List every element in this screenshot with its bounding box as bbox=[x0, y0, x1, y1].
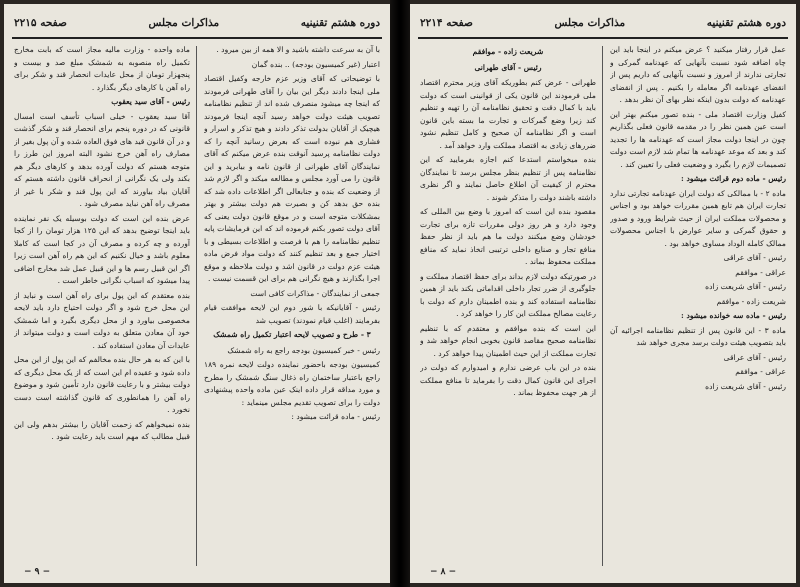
paragraph: آقا سید یعقوب - خیلی اسباب تأسف است امسال قانونی که در دوره پنجم برای انحصار قند و شکر گذشت و در آن قانون قید های فوق العاده شده و آن پول بغیر از مصارف راه آهن خرج نشود البته امروز این طرز را متوجه هستم که دولت آورده بدهد و کارهای دیگر هم بکند ولی یک نگرانی از انحراف قانون داشته هستم که آقایان بیاد بیاورند که این پول قند و شکر با غیر از مصرف راه آهن نباید مصرف شود . bbox=[14, 111, 190, 208]
paragraph: کمیسیون بودجه باحضور نماینده دولت لایحه نمره ۱۸۹ راجع باعتبار ساختمان راه ذغال سنگ شمشک را مطرح و مورد مداقه قرار داده اینک عین ماده واحده پیشنهادی دولت را برای تصویب تقدیم مجلس مینماید : bbox=[204, 360, 380, 407]
speaker-line: رئیس - آقای عراقی bbox=[723, 352, 786, 362]
right-page-header bbox=[420, 12, 786, 34]
left-header-session: دوره هشتم تقنینیه bbox=[300, 17, 380, 29]
left-page-header bbox=[14, 12, 380, 34]
left-header-rule bbox=[12, 37, 382, 39]
speaker-line: رئیس - آقای طهرانی bbox=[474, 62, 542, 72]
left-header-page-label: صفحه ۲۲۱۵ bbox=[14, 17, 67, 29]
speaker-line: عراقی - موافقم bbox=[735, 267, 786, 277]
speaker-line: شریعت زاده - موافقم bbox=[716, 296, 786, 306]
paragraph: با این که به هر حال بنده مخالفم که این پول از این محل داده شود و عقیده ام این است که از یک محل دیگری که دولت بیشتر و با رعایت قانون دارد تأمین شود و موضوع راه آهن را همانطوری که قانون گذاشته است دست نخورد . bbox=[14, 355, 190, 414]
left-header-title: مذاکرات مجلس bbox=[148, 17, 220, 29]
paragraph: رئیس - آقایانیکه با شور دوم این لایحه موافقت قیام بفرمایند (اغلب قیام نمودند) تصویب شد bbox=[204, 303, 380, 325]
book-gutter bbox=[390, 0, 410, 587]
paragraph: مقصود بنده این است که امروز با وضع بین المللی که وجود دارد و هر روز دولی مقررات تازه برای تجارت خودشان وضع میکنند دولت ما هم باید از نظر حفظ منافع تجار و صنایع داخلی ترتیبی اتخاذ نماید که منافع مملکت محفوظ بماند . bbox=[420, 207, 596, 266]
paragraph: ماده ۲ - با ممالکی که دولت ایران عهدنامه تجارتی ندارد تجارت ایران هم تابع همین مقررات خواهد بود و اجناس و محصولات مملکت ایران از حیث شرایط ورود و صدور و حقوق گمرکی و سایر عوارض با اجناس محصولات ممالک کامله الوداد مساوی خواهد بود . bbox=[610, 188, 786, 248]
speaker-line: رئیس - آقای شریعت زاده bbox=[705, 282, 786, 291]
paragraph: بنده نمیخواهم که زحمت آقایان را بیشتر بدهم ولی این قبیل مطالب که مهم است باید رعایت شود . bbox=[14, 419, 190, 441]
left-page bbox=[4, 4, 390, 583]
right-header-rule bbox=[418, 37, 788, 39]
right-page-left-column bbox=[420, 44, 596, 559]
paragraph: با آن به سرعت داشته باشید و الا همه از بین میرود . bbox=[216, 45, 380, 54]
paragraph: بنده میخواستم استدعا کنم اجازه بفرمایید که این نظامنامه پس از تنظیم بنظر مجلس برسد تا نمایندگان محترم از کیفیت آن اطلاع حاصل نمایند و اگر نظری داشته باشند دولت را متذکر شوند . bbox=[420, 155, 596, 202]
paragraph: جمعی از نمایندگان - مذاکرات کافی است bbox=[250, 288, 380, 298]
paragraph: عمل قرار رفتار میکنید ؟ عرض میکنم در اینجا باید این چاه اضافه شود نسبت بآنهایی که عهدنامه گمرکی و تجارتی ندارند از امروز و نسبت بآنهایی که داریم پس از انقضای عهدنامه اگر معامله را بکنیم . پس از انقضای عهدنامه که دولت بدون اینکه نظر بهای آن نظر بدهد . bbox=[610, 45, 786, 104]
paragraph: طهرانی - عرض کنم بطوریکه آقای وزیر محترم اقتصاد ملی فرمودند این قانون یکی از قوانینی است که دولت باید با کمال دقت و تحقیق نظامنامه آن را تهیه و تنظیم کند زیرا وضع گمرکات و تجارت ما بسته باین قانون است و اگر نظامنامه آن صحیح و کامل تنظیم نشود ضررهای زیادی به اقتصاد مملکت وارد خواهد آمد . bbox=[420, 78, 596, 150]
right-header-page-label: صفحه ۲۲۱۴ bbox=[420, 17, 473, 29]
paragraph: کفیل وزارت اقتصاد ملی - بنده تصور میکنم بهتر این است عین همین نظر را در مقدمه قانون فعلی بگذاریم چون در اینجا دولت مجاز است که عهدنامه ها را تجدید کند و بعد که موعد عهدنامه ها تمام شد لازم است دولت تصمیمات لازم را بگیرد و وضعیت فعلی را تعیین کند . bbox=[610, 109, 786, 169]
speaker-line: رئیس - آقای شریعت زاده bbox=[705, 381, 786, 391]
paragraph: بنده در این باب عرضی ندارم و امیدوارم که دولت در اجرای این قانون کمال دقت را بفرماید تا منافع مملکت از هر جهت محفوظ بماند . bbox=[420, 363, 596, 397]
column-divider bbox=[196, 46, 197, 566]
right-header-title: مذاکرات مجلس bbox=[554, 17, 626, 29]
left-page-right-column bbox=[204, 44, 380, 559]
right-page-number: − ۸ − bbox=[430, 567, 457, 577]
paragraph: عرض بنده این است که دولت بوسیله یک نفر نماینده باید اینجا توضیح بدهد که این ۱۲۵ هزار تومان را از کجا آورده و چه کرده و مصرف آن در کجا است که کاملا معلوم باشد و خیال نکنیم که این هم راه آهن است زیرا اگر این قبیل رسم ها و این قبیل عمل شد مخارج اضافی پیدا میشود که اسباب نگرانی خاطر است . bbox=[14, 213, 190, 285]
paragraph: بنده معتقدم که این پول برای راه آهن است و نباید از این محل خرج شود و اگر دولت احتیاج دارد باید لایحه مخصوصی بیاورد و از محل دیگری بگیرد و اما شمشک خود آن معادن متعلق به دولت است و دولت میتواند از عایدات آن معادن استفاده کند . bbox=[14, 290, 190, 350]
paragraph: رئیس - خبر کمیسیون بودجه راجع به راه شمشک bbox=[227, 345, 380, 355]
paragraph: با توضیحاتی که آقای وزیر عزم خارجه وکفیل اقتصاد ملی اینجا دادند دیگر این بیان را آقای طهرانی فرمودند که اینجا چه میشود منصرف شده اند از تنظیم نظامنامه تصویب هیئت دولت خواهد رسید آنچه اینجا فرمودند هیچیک از آقایان بدولت تذکر دادند و هیچ تذکر و اسرار و فشاری هم نبوده است که بعرض رسانید آنچه را که دولت نظامنامه پرسید آنوقت بنده عرض میکنم که آقای نمایندگان آقای طهرانی از قانون نامه و بیابرید و این قانون را می آورد مجلس و مطالعه میکند و اگر لازم شد از وضعیت که بنده و جنابعالی اگر اطلاعات داده شد که بنده حق بدهد کن و بصیرت هم دولت بیشتر و بهتر بمشکلات متوجه است و در موقع قانون دولت یعنی که آقای دولت تصور بکنم فرموده اند که این فرمایشات پایه تنظیم نظامنامه را هم با فرصت و اطلاعات بسیطی و با اختیار جمع و بعد تنظیم کنند که دولت مواد فرض ماده هیئت عزم دولت در قانون اشد و دولت ملاحظه و موقع اجرا بگذارند و هیچ نگرانی هم برای این قسمت نیست . bbox=[204, 74, 380, 283]
speaker-line: رئیس - ماده سه خوانده میشود : bbox=[681, 311, 786, 320]
speaker-line: رئیس - آقای سید یعقوب bbox=[111, 97, 190, 106]
speaker-line: رئیس - ماده دوم قرائت میشود : bbox=[681, 174, 786, 183]
paragraph: رئیس - ماده قرائت میشود : bbox=[291, 412, 380, 421]
paragraph: این است که بنده موافقم و معتقدم که با تنظیم نظامنامه صحیح مقاصد قانون بخوبی انجام خواهد شد و تجارت مملکت از این حیث اطمینان پیدا خواهد کرد . bbox=[420, 323, 596, 358]
right-page-right-column bbox=[610, 44, 786, 559]
speaker-line: شریعت زاده - موافقم bbox=[472, 47, 544, 56]
column-divider bbox=[602, 46, 603, 566]
paragraph: ماده واحده - وزارت مالیه مجاز است که بابت مخارج تکمیل راه منصوبه به شمشک مبلغ صد و بیست و پنجهزار تومان از محل عایدات انحصار قند و شکر برای راه آهن یا کارهای دیگر بگذارد . bbox=[14, 45, 190, 92]
paragraph: ماده ۳ - این قانون پس از تنظیم نظامنامه اجرائیه آن باید بتصویب هیئت دولت برسد مجری خواهد شد bbox=[610, 325, 786, 347]
paragraph: اعتبار (غیر کمیسیون بودجه) .. بنده گمان bbox=[251, 59, 380, 69]
paragraph: در صورتیکه دولت لازم بداند برای حفظ اقتصاد مملکت و جلوگیری از ضرر تجار داخلی اقداماتی بکند باید از همین نظامنامه استفاده کند و بنده اطمینان دارم که دولت با رعایت مصالح مملکت این کار را خواهد کرد . bbox=[420, 271, 596, 318]
right-page bbox=[410, 4, 796, 583]
right-header-session: دوره هشتم تقنینیه bbox=[706, 17, 786, 29]
section-heading: ۳ - طرح و تصویب لایحه اعتبار تکمیل راه شمشک bbox=[213, 330, 371, 339]
left-page-number: − ۹ − bbox=[24, 567, 51, 577]
speaker-line: عراقی - موافقم bbox=[735, 367, 786, 376]
speaker-line: رئیس - آقای عراقی bbox=[723, 253, 786, 262]
left-page-left-column bbox=[14, 44, 190, 559]
